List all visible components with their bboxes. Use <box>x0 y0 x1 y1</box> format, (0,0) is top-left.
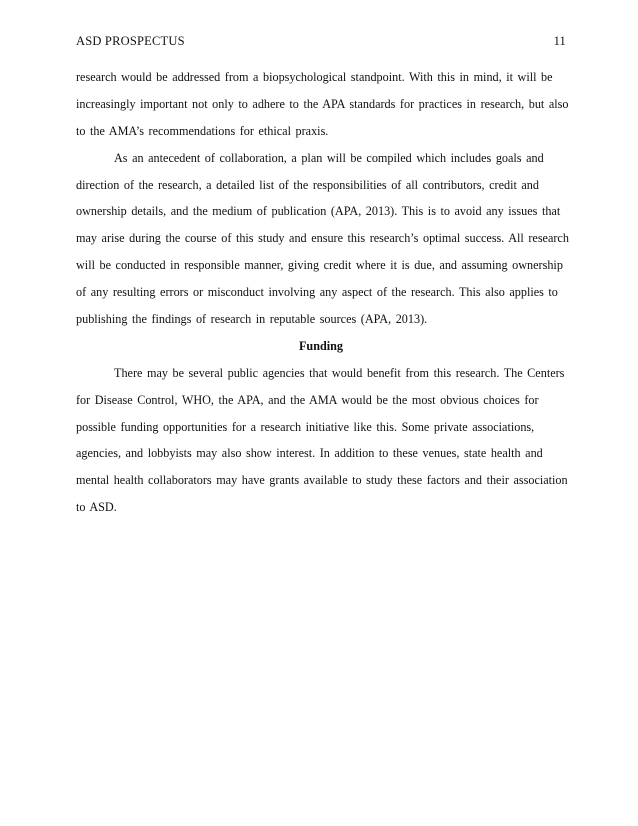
para2-line-6: of any resulting errors or misconduct involving any aspect of the research. This also applies to <box>76 285 558 300</box>
para2-line-7: publishing the findings of research in reputable sources (APA, 2013). <box>76 312 428 327</box>
para1-line-2: increasingly important not only to adhere to the APA standards for practices in research, but also <box>76 96 569 111</box>
running-head <box>76 34 566 49</box>
para2-line-4: may arise during the course of this study and ensure this research’s optimal success. All research <box>76 231 569 246</box>
para1-line-3: to the AMA’s recommendations for ethical praxis. <box>76 123 329 138</box>
section-heading-funding: Funding <box>298 338 344 353</box>
running-title: ASD PROSPECTUS <box>76 34 185 48</box>
para1-line-1: research would be addressed from a biopsychological standpoint. With this in mind, it will be <box>76 70 553 84</box>
para3-line-6: to ASD. <box>76 500 117 515</box>
para3-line-4: agencies, and lobbyists may also show interest. In addition to these venues, state health and <box>76 446 543 461</box>
para2-line-5: will be conducted in responsible manner, giving credit where it is due, and assuming ownership <box>76 258 563 273</box>
page-number: 11 <box>553 34 566 48</box>
para3-line-1: There may be several public agencies that would benefit from this research. The Centers <box>114 365 565 380</box>
para3-line-2: for Disease Control, WHO, the APA, and the AMA would be the most obvious choices for <box>76 392 539 407</box>
body-text <box>76 64 569 521</box>
para2-line-1: As an antecedent of collaboration, a plan will be compiled which includes goals and <box>114 150 544 165</box>
para3-line-3: possible funding opportunities for a research initiative like this. Some private associations, <box>76 419 535 434</box>
para2-line-3: ownership details, and the medium of publication (APA, 2013). This is to avoid any issues that <box>76 204 561 219</box>
para3-line-5: mental health collaborators may have grants available to study these factors and their association <box>76 473 568 488</box>
para2-line-2: direction of the research, a detailed list of the responsibilities of all contributors, credit and <box>76 177 539 192</box>
